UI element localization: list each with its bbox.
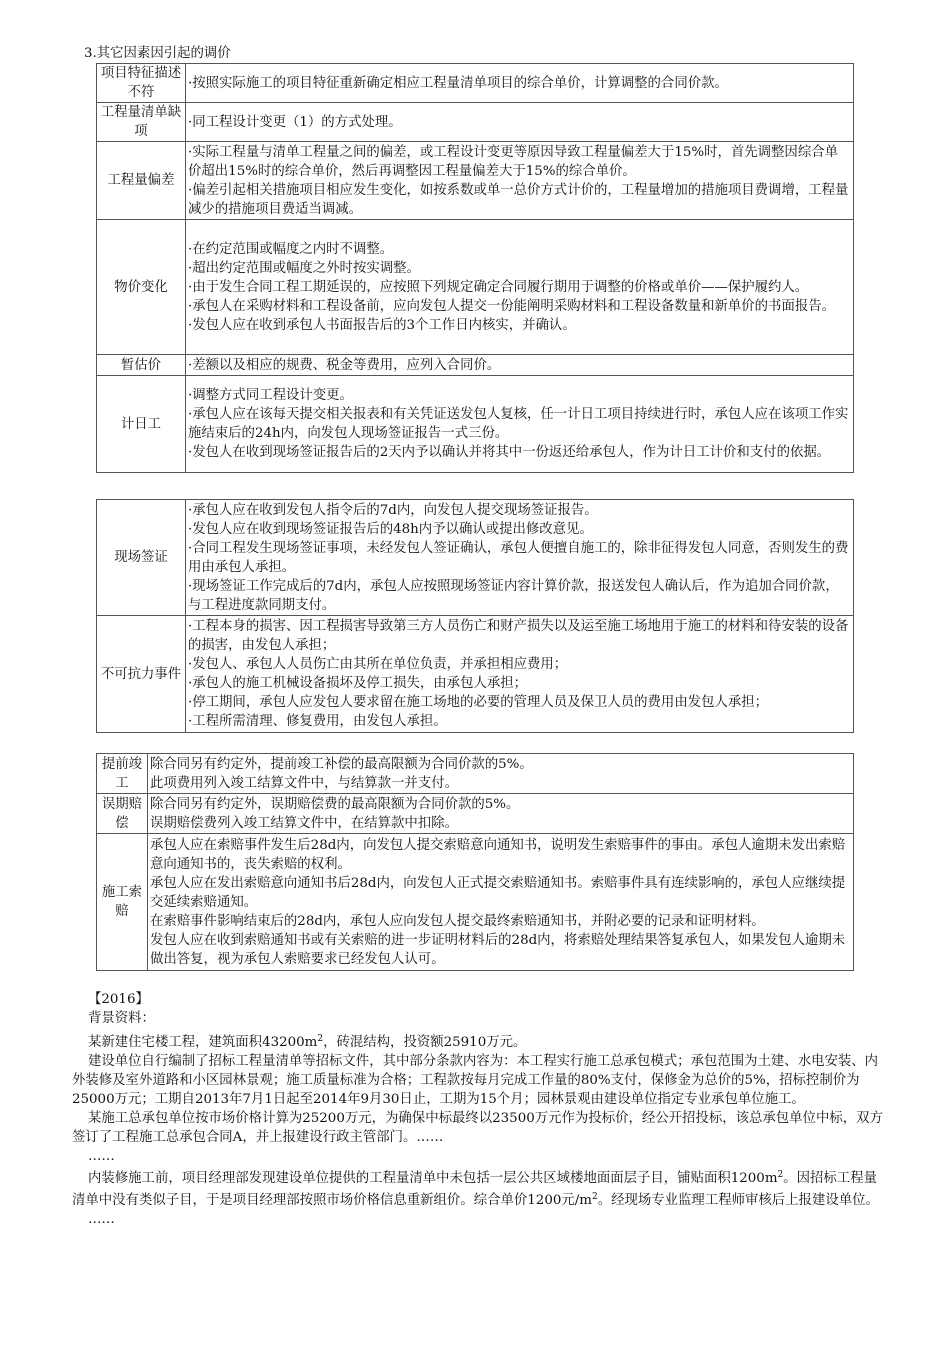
- content-line: ·调整方式同工程设计变更。: [188, 388, 353, 403]
- content-line: ·偏差引起相关措施项目相应发生变化，如按系数或单一总价方式计价的，工程量增加的措施项目费调增，工程量减少的措施项目费适当调减。: [188, 182, 849, 217]
- row-label: 工程量偏差: [97, 142, 186, 220]
- row-content: [186, 64, 854, 103]
- section-heading: 3.其它因素因引起的调价: [84, 46, 231, 61]
- content-line: ·发包人在收到现场签证报告后的2天内予以确认并将其中一份返还给承包人，作为计日工计价和支付的依据。: [188, 445, 831, 460]
- content-line: ·同工程设计变更（1）的方式处理。: [188, 114, 402, 130]
- row-label: 暂估价: [97, 355, 186, 376]
- row-content: [186, 500, 854, 616]
- case-year: 【2016】: [88, 992, 149, 1007]
- content-line: ·发包人、承包人人员伤亡由其所在单位负责，并承担相应费用；: [188, 657, 568, 672]
- paragraph-1: 某新建住宅楼工程，建筑面积$43200m^2$，砖混结构，投资额25910万元。: [88, 1034, 527, 1050]
- row-label: 项目特征描述不符: [97, 64, 186, 103]
- content-line: ·差额以及相应的规费、税金等费用，应列入合同价。: [188, 357, 501, 373]
- row-content: [186, 142, 854, 220]
- row-label: 施工索赔: [97, 834, 148, 971]
- content-line: ·承包人的施工机械设备损坏及停工损失，由承包人承担；: [188, 676, 528, 691]
- price-adjustment-table: [96, 63, 854, 473]
- content-line: ·合同工程发生现场签证事项，未经发包人签证确认，承包人便擅自施工的，除非征得发包人同意，否则发生的费用由承包人承担。: [188, 540, 849, 575]
- content-line: ·承包人在采购材料和工程设备前，应向发包人提交一份能阐明采购材料和工程设备数量和新单价的书面报告。: [188, 298, 836, 314]
- content-line: ·承包人应在该每天提交相关报表和有关凭证送发包人复核，任一计日工项目持续进行时，承包人应在该项工作实施结束后的24h内，向发包人现场签证报告一式三份。: [188, 407, 849, 441]
- completion-claims-table: [96, 753, 854, 971]
- content-line: 发包人应在收到索赔通知书或有关索赔的进一步证明材料后的28d内，将索赔处理结果答复承包人，如果发包人逾期未做出答复，视为承包人索赔要求已经发包人认可。: [150, 932, 846, 967]
- content-line: ·超出约定范围或幅度之外时按实调整。: [188, 260, 420, 276]
- row-label: 计日工: [97, 376, 186, 473]
- content-line: ·工程所需清理、修复费用，由发包人承担。: [188, 714, 447, 729]
- row-content: [148, 834, 854, 971]
- content-line: ·工程本身的损害、因工程损害导致第三方人员伤亡和财产损失以及运至施工场地用于施工的材料和待安装的设备的损害，由发包人承担；: [188, 619, 849, 653]
- content-line: ·由于发生合同工程工期延误的，应按照下列规定确定合同履行期用于调整的价格或单价——保护履约人。: [188, 279, 809, 295]
- row-label: 工程量清单缺项: [97, 103, 186, 142]
- paragraph-3: 某施工总承包单位按市场价格计算为25200万元，为确保中标最终以23500万元作为投标价，经公开招投标，该总承包单位中标，双方签订了工程施工总承包合同A，并上报建设行政主管部门。……: [72, 1111, 883, 1145]
- row-label: 现场签证: [97, 500, 186, 616]
- table-row: [97, 376, 854, 473]
- content-line: 除合同另有约定外，误期赔偿费的最高限额为合同价款的5%。: [150, 796, 520, 812]
- row-label: 误期赔偿: [97, 794, 148, 834]
- table-row: [97, 834, 854, 971]
- content-line: ·在约定范围或幅度之内时不调整。: [188, 241, 394, 257]
- table-row: [97, 754, 854, 794]
- row-label: 不可抗力事件: [97, 616, 186, 733]
- row-content: [186, 103, 854, 142]
- row-content: [186, 355, 854, 376]
- row-label: 提前竣工: [97, 754, 148, 794]
- row-content: [186, 220, 854, 355]
- content-line: 承包人应在发出索赔意向通知书后28d内，向发包人正式提交索赔通知书。索赔事件具有连续影响的，承包人应继续提交延续索赔通知。: [150, 875, 846, 910]
- row-content: [148, 794, 854, 834]
- paragraph-2: 建设单位自行编制了招标工程量清单等招标文件，其中部分条款内容为：本工程实行施工总承包模式；承包范围为土建、水电安装、内外装修及室外道路和小区园林景观；施工质量标准为合格；工程款按每月完成工作量的80%支付，保修金为总价的5%，招标控制价为25000万元；工期自2013年7月1日起至2014年9月30日止，工期为15个月；园林景观由建设单位指定专业承包单位施工。: [72, 1054, 879, 1107]
- content-line: 除合同另有约定外，提前竣工补偿的最高限额为合同价款的5%。: [150, 756, 533, 772]
- table-row: [97, 616, 854, 733]
- case-section: [72, 990, 887, 1229]
- paragraph-4: 内装修施工前，项目经理部发现建设单位提供的工程量清单中未包括一层公共区域楼地面面层子目，铺贴面积$1200m^2$。因招标工程量清单中没有类似子目，于是项目经理部按照市场价格信息重新组价。综合单价1200元$/m^2$。经现场专业监理工程师审核后上报建设单位。: [72, 1170, 879, 1208]
- row-content: [186, 376, 854, 473]
- content-line: ·实际工程量与清单工程量之间的偏差，或工程设计变更等原因导致工程量偏差大于15%时，首先调整因综合单价超出15%时的综合单价，然后再调整因工程量偏差大于15%的综合单价。: [188, 144, 838, 179]
- content-line: 误期赔偿费列入竣工结算文件中，在结算款中扣除。: [150, 815, 458, 831]
- content-line: ·现场签证工作完成后的7d内，承包人应按照现场签证内容计算价款，报送发包人确认后，作为追加合同价款，与工程进度款同期支付。: [188, 578, 839, 613]
- ellipsis: ……: [88, 1149, 115, 1164]
- content-line: ·发包人应在收到承包人书面报告后的3个工作日内核实，并确认。: [188, 317, 576, 333]
- table-row: [97, 142, 854, 220]
- background-label: 背景资料：: [88, 1011, 155, 1026]
- row-content: [148, 754, 854, 794]
- row-content: [186, 616, 854, 733]
- table-row: [97, 103, 854, 142]
- content-line: 此项费用列入竣工结算文件中，与结算款一并支付。: [150, 775, 458, 791]
- ellipsis: ……: [88, 1212, 115, 1227]
- content-line: ·承包人应在收到发包人指令后的7d内，向发包人提交现场签证报告。: [188, 502, 598, 518]
- table-row: [97, 220, 854, 355]
- site-visa-table: [96, 499, 854, 733]
- content-line: 承包人应在索赔事件发生后28d内，向发包人提交索赔意向通知书，说明发生索赔事件的事由。承包人逾期未发出索赔意向通知书的，丧失索赔的权利。: [150, 837, 846, 872]
- table-row: [97, 794, 854, 834]
- content-line: ·停工期间，承包人应发包人要求留在施工场地的必要的管理人员及保卫人员的费用由发包人承担；: [188, 695, 769, 710]
- table-row: [97, 355, 854, 376]
- content-line: ·按照实际施工的项目特征重新确定相应工程量清单项目的综合单价，计算调整的合同价款。: [188, 75, 728, 91]
- content-line: 在索赔事件影响结束后的28d内，承包人应向发包人提交最终索赔通知书，并附必要的记录和证明材料。: [150, 913, 765, 929]
- content-line: ·发包人应在收到现场签证报告后的48h内予以确认或提出修改意见。: [188, 521, 593, 537]
- table-row: [97, 64, 854, 103]
- table-row: [97, 500, 854, 616]
- row-label: 物价变化: [97, 220, 186, 355]
